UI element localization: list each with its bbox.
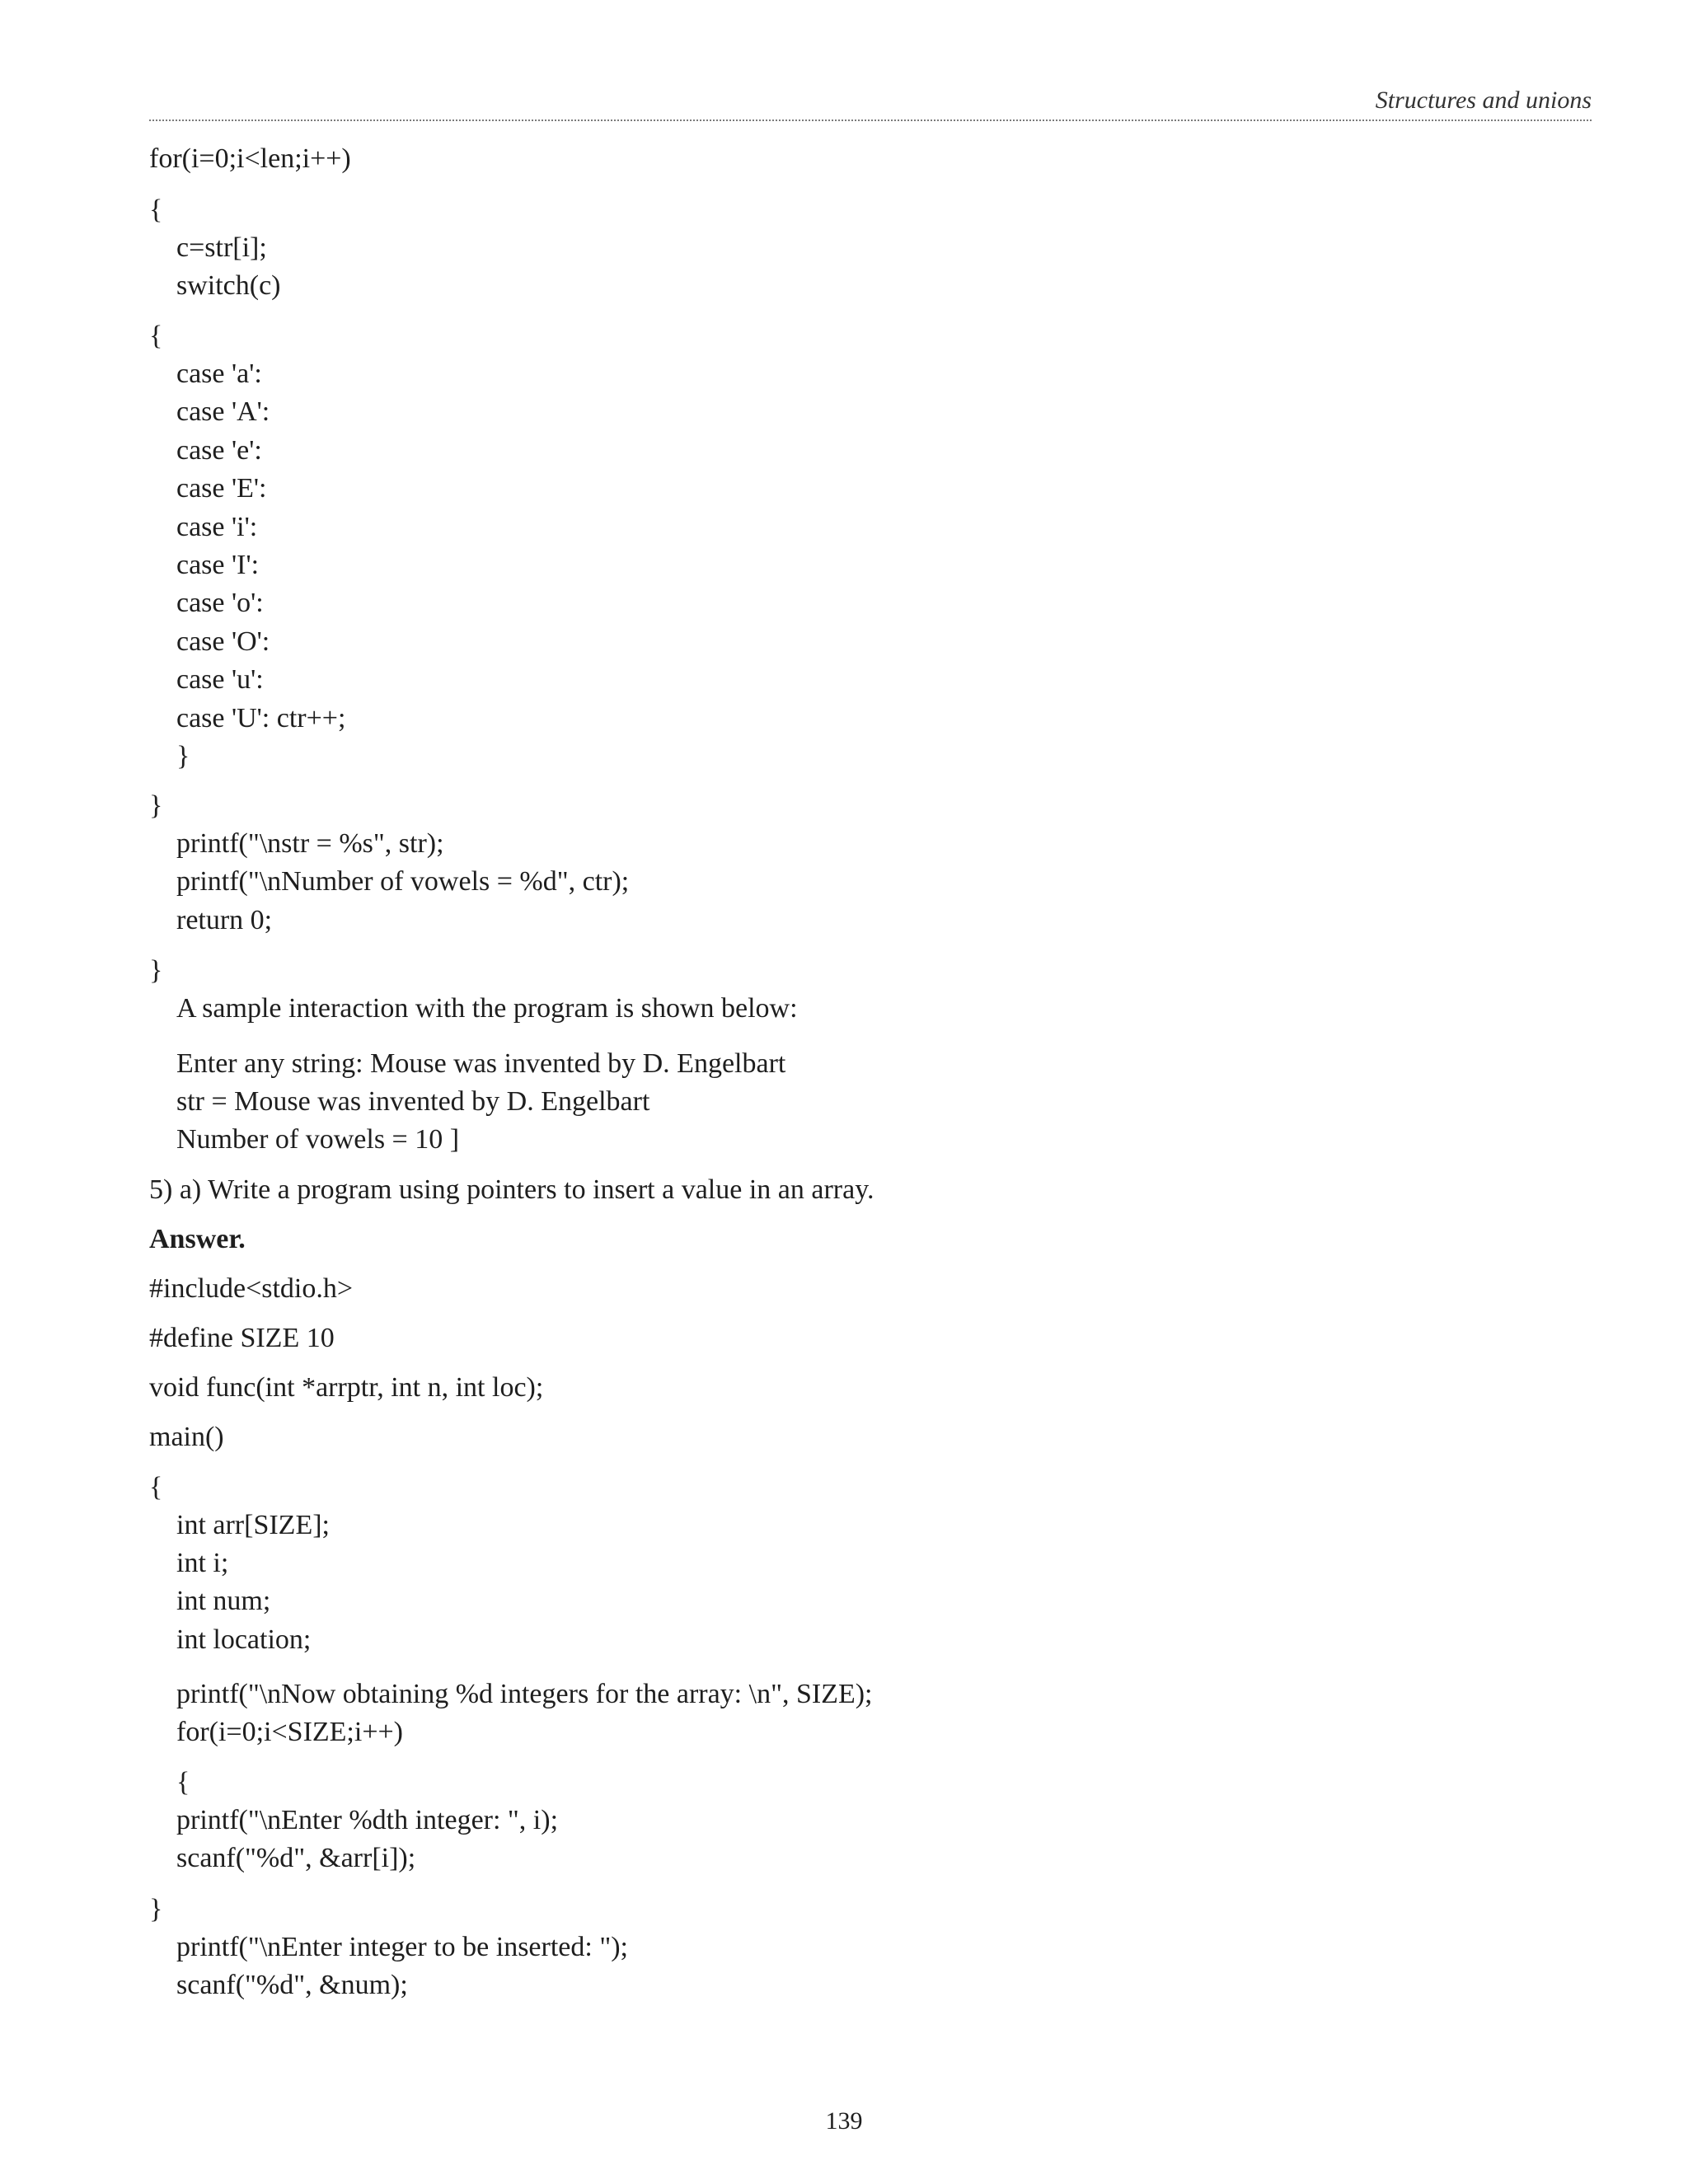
code-line: for(i=0;i<SIZE;i++) (176, 1717, 403, 1747)
code-line: scanf("%d", &arr[i]); (176, 1843, 416, 1873)
code-line: switch(c) (176, 270, 281, 301)
code-line: { (176, 1767, 190, 1797)
code-line: #include<stdio.h> (149, 1273, 354, 1304)
code-line: case 'e': (176, 435, 262, 466)
code-line: int i; (176, 1548, 229, 1578)
code-line: case 'u': (176, 664, 264, 695)
code-line: int arr[SIZE]; (176, 1510, 330, 1540)
sample-output-line: Enter any string: Mouse was invented by D. Engelbart (176, 1048, 786, 1079)
code-line: scanf("%d", &num); (176, 1970, 408, 2000)
question-text: 5) a) Write a program using pointers to insert a value in an array. (149, 1174, 874, 1205)
code-line: printf("\nstr = %s", str); (176, 828, 444, 859)
code-line: printf("\nNumber of vowels = %d", ctr); (176, 866, 630, 897)
code-line: int num; (176, 1586, 271, 1616)
sample-output-line: str = Mouse was invented by D. Engelbart (176, 1086, 650, 1117)
code-line: case 'E': (176, 473, 267, 504)
code-line: } (149, 790, 163, 821)
body-text: A sample interaction with the program is shown below: (176, 993, 798, 1024)
code-line: case 'U': ctr++; (176, 703, 346, 733)
code-line: } (149, 1894, 163, 1924)
code-line: c=str[i]; (176, 232, 267, 263)
code-line: printf("\nEnter %dth integer: ", i); (176, 1805, 559, 1835)
code-line: case 'A': (176, 396, 270, 427)
code-line: void func(int *arrptr, int n, int loc); (149, 1372, 544, 1403)
running-head: Structures and unions (1375, 87, 1592, 114)
code-line: case 'i': (176, 512, 258, 542)
code-line: main() (149, 1422, 224, 1452)
code-line: printf("\nEnter integer to be inserted: "); (176, 1932, 628, 1962)
code-line: case 'O': (176, 626, 270, 657)
code-line: for(i=0;i<len;i++) (149, 143, 351, 174)
code-line: int location; (176, 1624, 312, 1655)
code-line: #define SIZE 10 (149, 1323, 335, 1353)
sample-output-line: Number of vowels = 10 ] (176, 1124, 460, 1155)
code-line: } (149, 955, 163, 986)
code-line: case 'o': (176, 588, 264, 618)
code-line: { (149, 194, 163, 225)
page-number: 139 (825, 2107, 863, 2135)
code-line: return 0; (176, 905, 273, 935)
code-line: { (149, 321, 163, 351)
code-line: case 'a': (176, 359, 262, 389)
code-line: case 'I': (176, 550, 260, 580)
code-line: { (149, 1472, 163, 1502)
code-line: } (176, 741, 190, 771)
answer-label: Answer. (149, 1224, 246, 1254)
code-line: printf("\nNow obtaining %d integers for the array: \n", SIZE); (176, 1679, 873, 1709)
page-header (149, 82, 1592, 121)
